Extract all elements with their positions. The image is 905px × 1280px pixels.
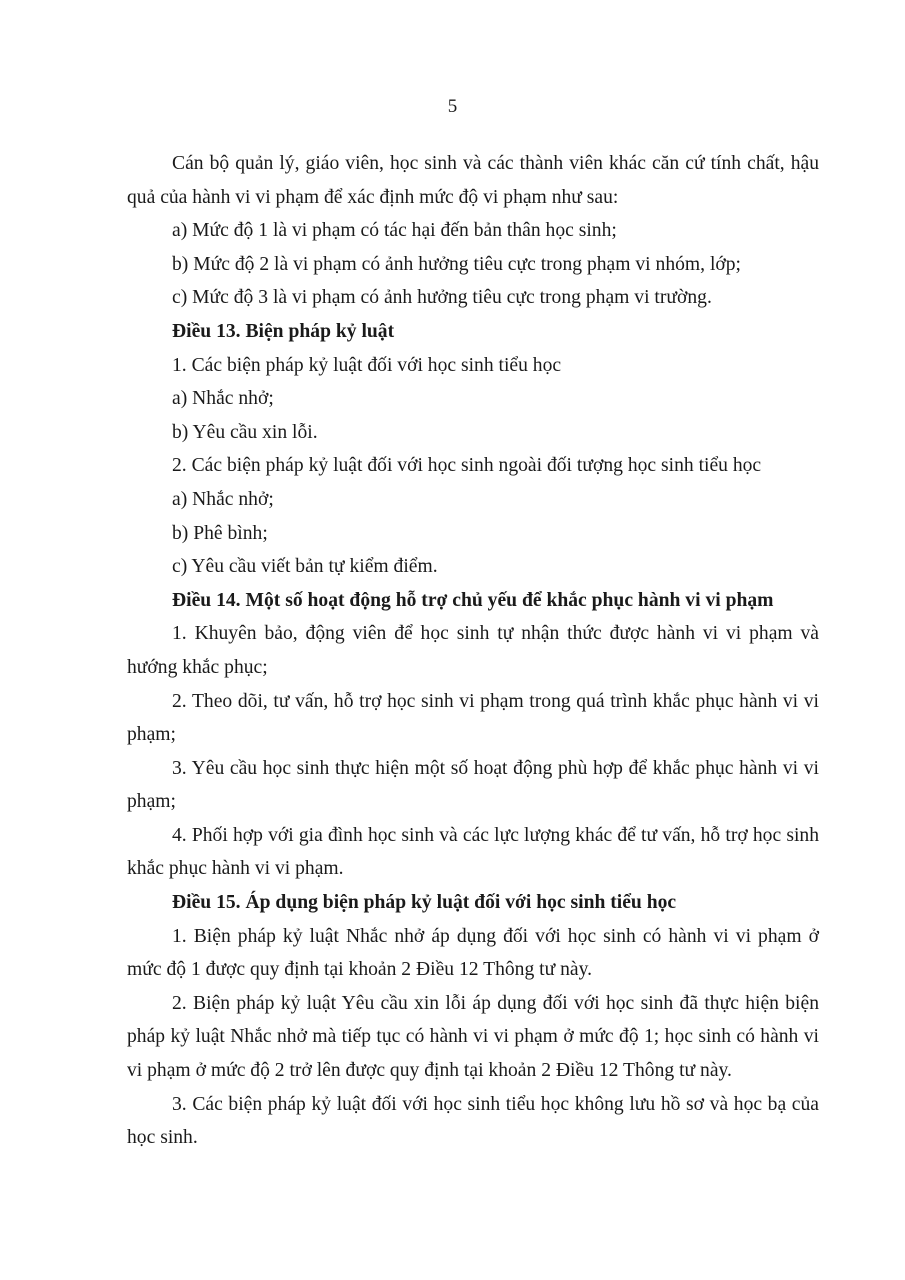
paragraph: Cán bộ quản lý, giáo viên, học sinh và các thành viên khác căn cứ tính chất, hậu quả của hành vi vi phạm để xác định mức độ vi phạm như sau: — [127, 153, 819, 208]
paragraph: b) Yêu cầu xin lỗi. — [172, 421, 318, 443]
paragraph: 1. Các biện pháp kỷ luật đối với học sinh tiểu học — [172, 354, 562, 376]
paragraph: a) Nhắc nhở; — [172, 488, 274, 510]
paragraph: 3. Các biện pháp kỷ luật đối với học sinh tiểu học không lưu hồ sơ và học bạ của học sinh. — [127, 1093, 819, 1149]
paragraph: a) Mức độ 1 là vi phạm có tác hại đến bản thân học sinh; — [172, 220, 617, 242]
paragraph: 1. Khuyên bảo, động viên để học sinh tự nhận thức được hành vi vi phạm và hướng khắc phục; — [127, 623, 819, 678]
paragraph: a) Nhắc nhở; — [172, 388, 274, 410]
paragraph: 4. Phối hợp với gia đình học sinh và các lực lượng khác để tư vấn, hỗ trợ học sinh khắc phục hành vi vi phạm. — [127, 824, 819, 880]
paragraph: b) Mức độ 2 là vi phạm có ảnh hưởng tiêu cực trong phạm vi nhóm, lớp; — [172, 253, 741, 275]
article-heading: Điều 13. Biện pháp kỷ luật — [172, 320, 395, 342]
paragraph: 1. Biện pháp kỷ luật Nhắc nhở áp dụng đối với học sinh có hành vi vi phạm ở mức độ 1 được quy định tại khoản 2 Điều 12 Thông tư này. — [127, 925, 819, 981]
paragraph: c) Yêu cầu viết bản tự kiểm điểm. — [172, 556, 438, 578]
paragraph: b) Phê bình; — [172, 522, 268, 544]
paragraph: 2. Các biện pháp kỷ luật đối với học sinh ngoài đối tượng học sinh tiểu học — [172, 455, 762, 477]
paragraph: 2. Theo dõi, tư vấn, hỗ trợ học sinh vi phạm trong quá trình khắc phục hành vi vi phạm; — [127, 690, 819, 746]
document-body — [127, 147, 819, 1155]
article-heading: Điều 15. Áp dụng biện pháp kỷ luật đối với học sinh tiểu học — [172, 892, 677, 914]
page-number: 5 — [447, 96, 458, 117]
paragraph: 3. Yêu cầu học sinh thực hiện một số hoạt động phù hợp để khắc phục hành vi vi phạm; — [127, 757, 819, 813]
paragraph: 2. Biện pháp kỷ luật Yêu cầu xin lỗi áp dụng đối với học sinh đã thực hiện biện pháp kỷ luật Nhắc nhở mà tiếp tục có hành vi vi phạm ở mức độ 1; học sinh có hành vi vi phạm ở mức độ 2 trở lên được quy định tại khoản 2 Điều 12 Thông tư này. — [127, 992, 819, 1082]
paragraph: c) Mức độ 3 là vi phạm có ảnh hưởng tiêu cực trong phạm vi trường. — [172, 287, 712, 309]
article-heading: Điều 14. Một số hoạt động hỗ trợ chủ yếu để khắc phục hành vi vi phạm — [172, 589, 774, 611]
